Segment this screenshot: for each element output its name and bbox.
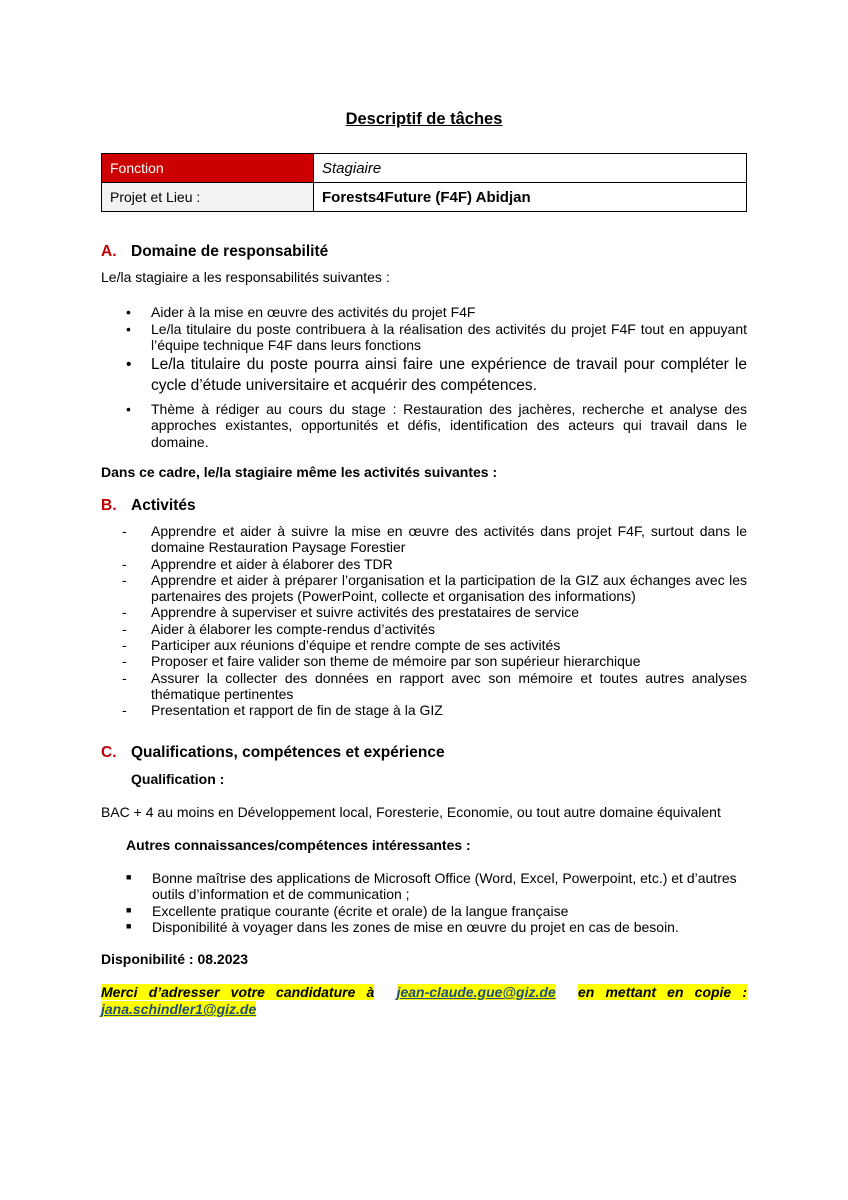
- list-item: - Proposer et faire valider son theme de mémoire par son supérieur hierarchique: [122, 653, 641, 670]
- page-title: Descriptif de tâches: [345, 110, 503, 128]
- section-letter: A.: [101, 243, 117, 260]
- section-c-heading: C. Qualifications, compétences et expérience: [101, 744, 445, 761]
- bullet-icon: •: [126, 304, 131, 320]
- list-item: • Thème à rédiger au cours du stage : Restauration des jachères, recherche et analyse des approches existantes, opportunités et défis, identification des acteurs qui travail dans le domaine.: [126, 400, 747, 450]
- context-line: Dans ce cadre, le/la stagiaire même les activités suivantes :: [101, 464, 498, 480]
- list-item: - Presentation et rapport de fin de stage à la GIZ: [122, 702, 443, 719]
- bullet-icon: •: [126, 320, 131, 337]
- dash-icon: -: [122, 604, 127, 621]
- section-letter: B.: [101, 497, 117, 514]
- info-table: [101, 153, 747, 212]
- dash-icon: -: [122, 653, 127, 670]
- function-label: Fonction: [102, 154, 314, 183]
- application-text-before: Merci d’adresser votre candidature à: [101, 984, 375, 1000]
- bullet-icon: •: [126, 355, 132, 373]
- dash-icon: -: [122, 669, 127, 686]
- section-letter: C.: [101, 744, 117, 761]
- dash-icon: -: [122, 620, 127, 637]
- list-item: ■ Disponibilité à voyager dans les zones de mise en œuvre du projet en cas de besoin.: [126, 918, 679, 935]
- primary-email-link[interactable]: jean-claude.gue@giz.de: [396, 984, 556, 1000]
- list-item: • Le/la titulaire du poste contribuera à la réalisation des activités du projet F4F tout en appuyant l’équipe technique F4F dans leurs fonctions: [126, 320, 747, 353]
- skills-list: [126, 870, 747, 935]
- square-bullet-icon: ■: [126, 920, 132, 931]
- list-item: • Le/la titulaire du poste pourra ainsi faire une expérience de travail pour compléter le cycle d’étude universitaire et acquérir des compétences.: [126, 355, 747, 394]
- dash-icon: -: [122, 555, 127, 572]
- qualification-label: Qualification :: [131, 771, 225, 787]
- table-row: [102, 154, 747, 183]
- list-item: - Aider à élaborer les compte-rendus d’activités: [122, 620, 436, 637]
- section-b-heading: B. Activités: [101, 497, 196, 514]
- dash-icon: -: [122, 523, 127, 539]
- cc-email-link[interactable]: jana.schindler1@giz.de: [101, 1001, 257, 1017]
- application-text-middle: en mettant en copie :: [578, 984, 748, 1000]
- activities-list: [122, 523, 747, 719]
- list-item: - Apprendre et aider à suivre la mise en œuvre des activités dans projet F4F, surtout dans le domaine Restauration Paysage Forestier: [122, 523, 747, 556]
- list-item: • Aider à la mise en œuvre des activités du projet F4F: [126, 304, 476, 320]
- function-value: Stagiaire: [314, 154, 747, 183]
- list-item: - Participer aux réunions d’équipe et rendre compte de ses activités: [122, 637, 561, 654]
- qualification-text: BAC + 4 au moins en Développement local, Foresterie, Economie, ou tout autre domaine équivalent: [101, 804, 721, 820]
- availability: Disponibilité : 08.2023: [101, 951, 249, 967]
- dash-icon: -: [122, 571, 127, 588]
- list-item: - Apprendre et aider à préparer l’organisation et la participation de la GIZ aux échanges avec les partenaires des projets (PowerPoint, collecte et organisation des informations): [122, 571, 747, 605]
- square-bullet-icon: ■: [126, 872, 132, 882]
- list-item: ■ Bonne maîtrise des applications de Microsoft Office (Word, Excel, Powerpoint, etc.) et d’autres outils d’information et de communication ;: [126, 870, 737, 903]
- project-value: Forests4Future (F4F) Abidjan: [314, 183, 747, 212]
- dash-icon: -: [122, 637, 127, 654]
- project-label: Projet et Lieu :: [102, 183, 314, 212]
- list-item: - Apprendre à superviser et suivre activités des prestataires de service: [122, 604, 579, 621]
- square-bullet-icon: ■: [126, 904, 132, 915]
- section-a-heading: A. Domaine de responsabilité: [101, 243, 329, 260]
- responsibilities-list: [126, 304, 747, 450]
- table-row: [102, 183, 747, 212]
- list-item: - Apprendre et aider à élaborer des TDR: [122, 555, 393, 572]
- other-skills-label: Autres connaissances/compétences intéressantes :: [126, 837, 471, 853]
- list-item: ■ Excellente pratique courante (écrite et orale) de la langue française: [126, 902, 569, 919]
- application-note: [101, 984, 747, 1018]
- dash-icon: -: [122, 702, 127, 719]
- list-item: - Assurer la collecter des données en rapport avec son mémoire et toutes autres analyses thématique pertinentes: [122, 669, 747, 702]
- bullet-icon: •: [126, 400, 131, 417]
- section-a-intro: Le/la stagiaire a les responsabilités suivantes :: [101, 269, 390, 285]
